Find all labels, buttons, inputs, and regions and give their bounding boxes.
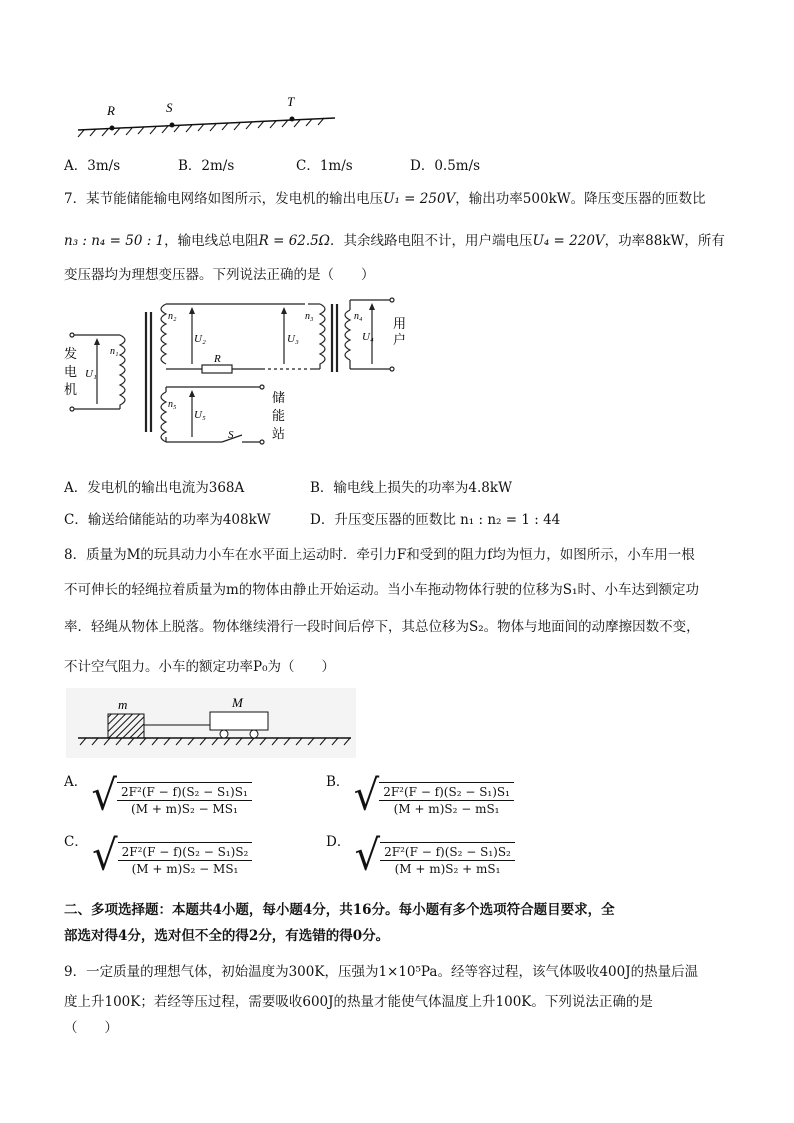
q9-line1: 9．一定质量的理想气体，初始温度为300K，压强为1×10⁵Pa。经等容过程，该气体吸收400J的热量后温 [64,964,699,980]
q7-option-c: C．输送给储能站的功率为408kW [64,512,271,528]
top-ground-figure [70,90,340,140]
svg-text:n₂: n₂ [168,311,177,322]
q8-option-b: B． √ $\frac{\text{2F²(F − f)(S₂ − S₁)S₁}}{\text{(M + m)S₂ − mS₁}}$ [326,776,514,816]
q7-line3: 变压器均为理想变压器。下列说法正确的是（ ） [64,267,375,283]
svg-text:U₅: U₅ [194,409,206,421]
q8-line4: 不计空气阻力。小车的额定功率P₀为（ ） [64,659,335,675]
q9-line3: （ ） [64,1020,118,1036]
q8-line2: 不可伸长的轻绳拉着质量为m的物体由静止开始运动。当小车拖动物体行驶的位移为S₁时、小车达到额定功 [64,582,699,598]
q6-option-d: D．0.5m/s [410,158,481,174]
q8-option-d: D． √ $\frac{\text{2F²(F − f)(S₂ − S₁)S₂}}{\text{(M + m)S₂ + mS₁}}$ [326,836,515,876]
q9-line2: 度上升100K；若经等压过程，需要吸收600J的热量才能使气体温度上升100K。下列说法正确的是 [64,994,653,1010]
svg-text:U₄: U₄ [362,331,374,343]
q6-option-c: C．1m/s [296,158,353,174]
q7-line2: n₃ : n₄ = 50 : 1，输电线总电阻R = 62.5Ω．其余线路电阻不计，用户端电压U₄ = 220V，功率88kW，所有 [64,233,725,249]
svg-text:发: 发 [64,347,78,362]
q7-circuit-diagram [62,292,412,452]
svg-text:S: S [228,429,234,441]
q8-cart-figure [66,688,356,758]
svg-text:储: 储 [272,391,286,406]
section2-heading-line2: 部选对得4分，选对但不全的得2分，有选错的得0分。 [64,928,390,944]
svg-text:n₄: n₄ [354,311,363,322]
label-T: T [287,94,295,109]
q7-option-a: A．发电机的输出电流为368A [64,480,245,496]
svg-text:能: 能 [272,409,286,424]
svg-text:n₃: n₃ [305,311,314,322]
q6-option-b: B．2m/s [178,158,235,174]
label-R: R [107,103,115,118]
svg-text:机: 机 [64,383,78,398]
svg-text:户: 户 [393,333,407,348]
q7-option-d: D．升压变压器的匝数比 n₁ : n₂ = 1 : 44 [310,512,561,528]
q8-option-c: C． √ $\frac{\text{2F²(F − f)(S₂ − S₁)S₂}}{\text{(M + m)S₂ − MS₁}}$ [64,836,252,876]
svg-text:U₃: U₃ [287,333,299,345]
q8-line1: 8．质量为M的玩具动力小车在水平面上运动时．牵引力F和受到的阻力f均为恒力，如图所示，小车用一根 [64,547,695,563]
svg-text:U₁: U₁ [85,368,97,380]
q7-line1: 7．某节能储能输电网络如图所示，发电机的输出电压U₁ = 250V，输出功率500kW。降压变压器的匝数比 [64,191,706,207]
section2-heading-line1: 二、多项选择题：本题共4小题，每小题4分，共16分。每小题有多个选项符合题目要求，全 [64,902,615,918]
svg-text:站: 站 [272,427,286,442]
q7-option-b: B．输电线上损失的功率为4.8kW [310,480,512,496]
label-S: S [166,100,173,115]
svg-text:n₁: n₁ [110,346,119,357]
svg-text:M: M [232,695,243,710]
q6-option-a: A．3m/s [64,158,121,174]
svg-text:m: m [118,697,128,712]
q8-line3: 率．轻绳从物体上脱落。物体继续滑行一段时间后停下，其总位移为S₂。物体与地面间的动摩擦因数不变， [64,619,700,635]
svg-text:U₂: U₂ [194,333,206,345]
q8-option-a: A． √ $\frac{\text{2F²(F − f)(S₂ − S₁)S₁}}{\text{(M + m)S₂ − MS₁}}$ [64,776,252,816]
svg-text:用: 用 [393,317,407,332]
svg-text:n₅: n₅ [168,399,177,410]
svg-text:电: 电 [64,365,78,380]
svg-text:R: R [214,353,221,365]
